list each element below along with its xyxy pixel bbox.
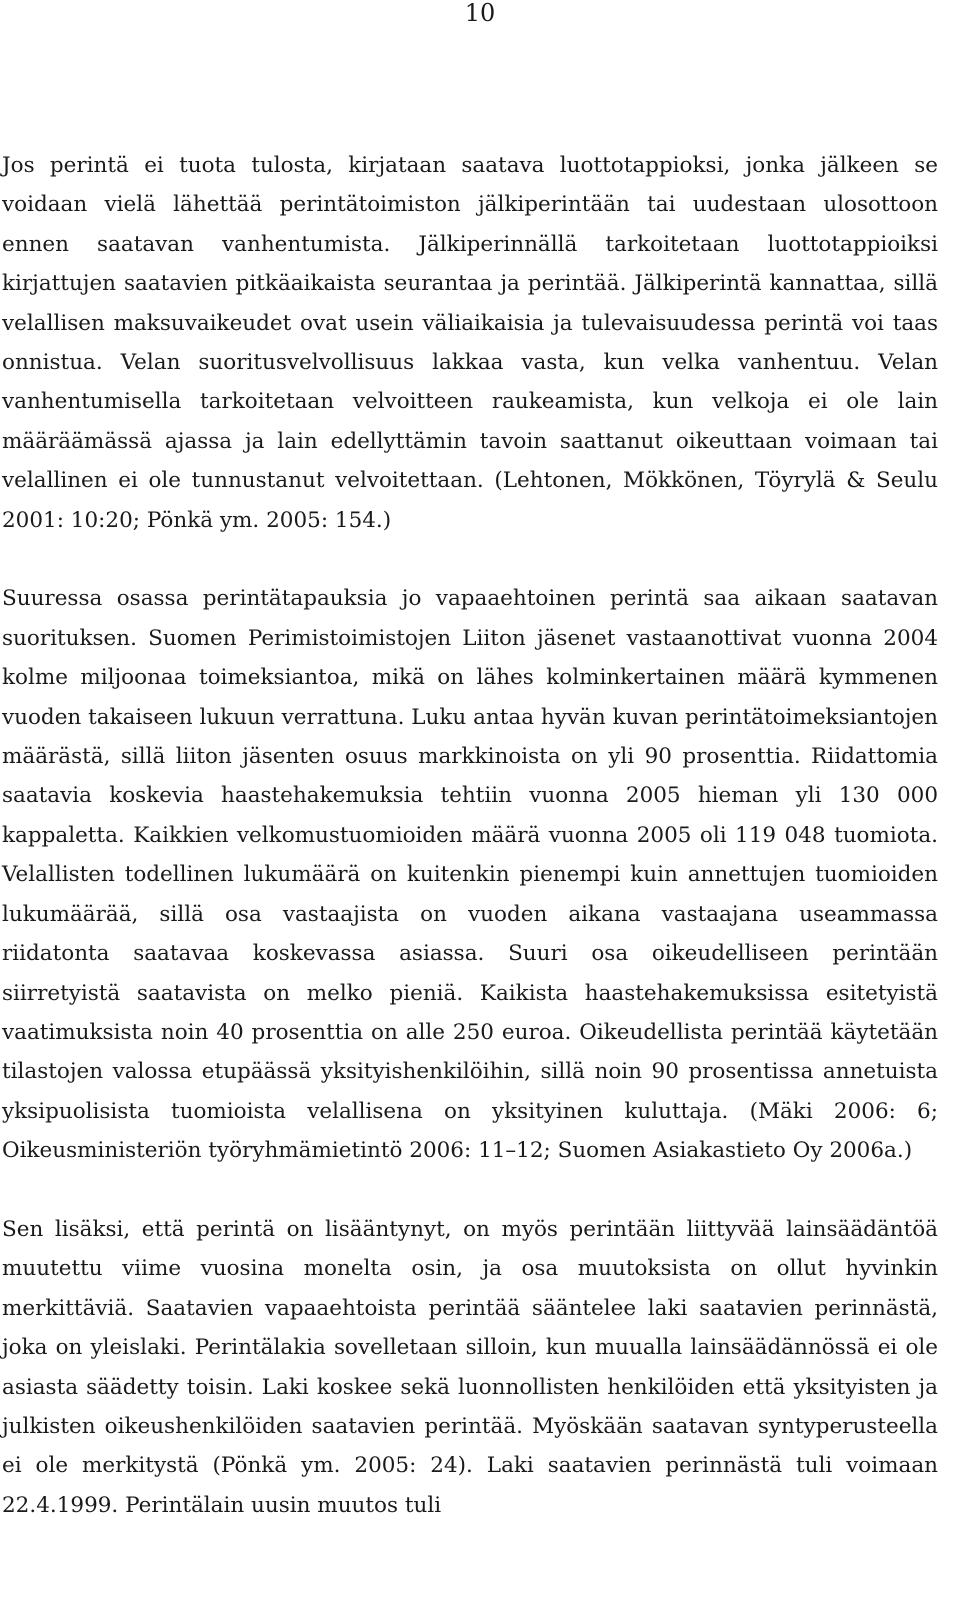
paragraph-collection-statistics: Suuressa osassa perintätapauksia jo vapaaehtoinen perintä saa aikaan saatavan suorituksen. Suomen Perimistoimistojen Liiton jäsenet vastaanottivat vuonna 2004 kolme miljoonaa toimeksiantoa, mikä on lähes kolminkertainen määrä kymmenen vuoden takaiseen lukuun verrattuna. Luku antaa hyvän kuvan perintätoimeksiantojen määrästä, sillä liiton jäsenten osuus markkinoista on yli 90 prosenttia. Riidattomia saatavia koskevia haastehakemuksia tehtiin vuonna 2005 hieman yli 130 000 kappaletta. Kaikkien velkomustuomioiden määrä vuonna 2005 oli 119 048 tuomiota. Velallisten todellinen lukumäärä on kuitenkin pienempi kuin annettujen tuomioiden lukumäärää, sillä osa vastaajista on vuoden aikana vastaajana useammassa riidatonta saatavaa koskevassa asiassa. Suuri osa oikeudelliseen perintään siirretyistä saatavista on melko pieniä. Kaikista haastehakemuksissa esitetyistä vaatimuksista noin 40 prosenttia on alle 250 euroa. Oikeudellista perintää käytetään tilastojen valossa etupäässä yksityishenkilöihin, sillä noin 90 prosentissa annetuista yksipuolisista tuomioista velallisena on yksityinen kuluttaja. (Mäki 2006: 6; Oikeusministeriön työryhmämietintö 2006: 11–12; Suomen Asiakastieto Oy 2006a.)	[2, 586, 938, 1164]
paragraph-collection-legislation: Sen lisäksi, että perintä on lisääntynyt, on myös perintään liittyvää lainsäädäntöä muutettu viime vuosina monelta osin, ja osa muutoksista on ollut hyvinkin merkittäviä. Saatavien vapaaehtoista perintää sääntelee laki saatavien perinnästä, joka on yleislaki. Perintälakia sovelletaan silloin, kun muualla lainsäädännössä ei ole asiasta säädetty toisin. Laki koskee sekä luonnollisten henkilöiden että yksityisten ja julkisten oikeushenkilöiden saatavien perintää. Myöskään saatavan syntyperusteella ei ole merkitystä (Pönkä ym. 2005: 24). Laki saatavien perinnästä tuli voimaan 22.4.1999. Perintälain uusin muutos tuli	[2, 1216, 938, 1518]
document-body	[2, 146, 938, 1525]
page-number: 10	[464, 0, 496, 27]
paragraph-debt-collection-follow-up: Jos perintä ei tuota tulosta, kirjataan saatava luottotappioksi, jonka jälkeen se voidaan vielä lähettää perintätoimiston jälkiperintään tai uudestaan ulosottoon ennen saatavan vanhentumista. Jälkiperinnällä tarkoitetaan luottotappioiksi kirjattujen saatavien pitkäaikaista seurantaa ja perintää. Jälkiperintä kannattaa, sillä velallisen maksuvaikeudet ovat usein väliaikaisia ja tulevaisuudessa perintä voi taas onnistua. Velan suoritusvelvollisuus lakkaa vasta, kun velka vanhentuu. Velan vanhentumisella tarkoitetaan velvoitteen raukeamista, kun velkoja ei ole lain määräämässä ajassa ja lain edellyttämin tavoin saattanut oikeuttaan voimaan tai velallinen ei ole tunnustanut velvoitettaan. (Lehtonen, Mökkönen, Töyrylä & Seulu 2001: 10:20; Pönkä ym. 2005: 154.)	[2, 153, 938, 533]
